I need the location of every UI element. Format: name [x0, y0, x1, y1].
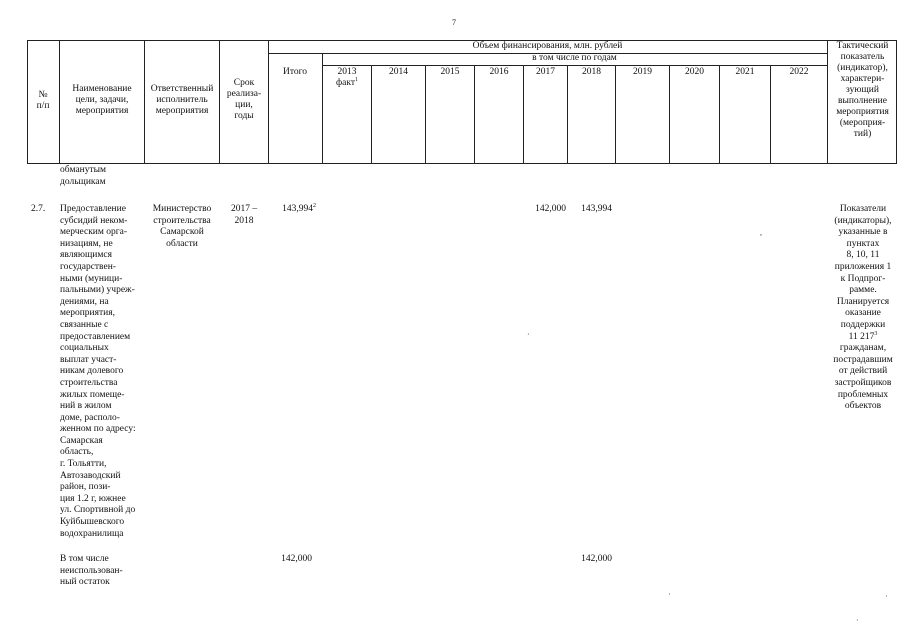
header-year-2020: 2020 — [685, 67, 704, 77]
footnote-1: 1 — [355, 76, 358, 83]
header-year-2019: 2019 — [633, 67, 652, 77]
divider — [425, 66, 426, 164]
footnote-3: 3 — [874, 330, 878, 337]
divider — [371, 66, 372, 164]
scan-mark: · — [527, 330, 530, 339]
scan-mark: · — [885, 592, 888, 601]
divider — [669, 66, 670, 164]
header-year-2018: 2018 — [582, 67, 601, 77]
header-total: Итого — [282, 67, 308, 77]
header-by-years: в том числе по годам — [532, 53, 617, 63]
divider — [322, 65, 827, 66]
header-year-2022: 2022 — [789, 67, 809, 77]
header-responsible: Ответственный исполнитель мероприятия — [150, 84, 214, 116]
table-header — [27, 40, 897, 164]
divider — [770, 66, 771, 164]
row-27-num: 2.7. — [31, 204, 46, 214]
row-27-name: Предоставление субсидий неком- мерческим орга- низациям, не являющимся государствен- ными (муници- пальными) учреж- дениями, на мероприятия, связанные с предоставлением социальных выплат участ- никам долевого строительства жилых помеще- ний в жилом доме, располо- женном по адресу: Самарская область, г. Тольятти, Автозаводский район, пози- ция 1.2 г, южнее ул. Спортивной до Куйбышевского водохранилища — [60, 204, 136, 539]
continuation-text: обманутым дольщикам — [60, 165, 107, 187]
scan-mark: · — [668, 590, 671, 599]
header-year-2016: 2016 — [489, 67, 509, 77]
header-year-2021: 2021 — [735, 67, 755, 77]
row-27-indicator-pre: Показатели (индикаторы), указанные в пунктах 8, 10, 11 приложения 1 к Подпрог- рамме. Планируется оказание поддержки 11 217 — [834, 204, 892, 342]
header-indicator: Тактический показатель (индикатор), характери- зующий выполнение мероприятия (мероприя- тий) — [836, 41, 889, 139]
scan-mark: , — [760, 228, 762, 237]
row-27-indicator-post: гражданам, пострадавшим от действий застройщиков проблемных объектов — [833, 343, 893, 412]
footnote-2: 2 — [313, 202, 316, 209]
header-name: Наименование цели, задачи, мероприятия — [72, 84, 132, 116]
divider — [474, 66, 475, 164]
header-year-2015: 2015 — [440, 67, 460, 77]
row-27-indicator — [827, 204, 899, 413]
row-sub-total: 142,000 — [281, 554, 312, 564]
row-sub-name: В том числе неиспользован- ный остаток — [60, 554, 123, 588]
header-funding-title: Объем финансирования, млн. рублей — [472, 41, 623, 51]
divider — [615, 66, 616, 164]
year-2013-label: 2013 факт — [335, 67, 357, 88]
row-27-2017: 142,000 — [535, 204, 566, 214]
header-year-2013 — [323, 67, 371, 89]
page-number: 7 — [452, 18, 456, 27]
row-sub-2018: 142,000 — [581, 554, 612, 564]
divider — [523, 66, 524, 164]
row-27-total-value: 143,994 — [282, 204, 313, 214]
divider — [268, 40, 269, 164]
divider — [719, 66, 720, 164]
row-27-total — [268, 204, 316, 216]
header-year-2017: 2017 — [536, 67, 555, 77]
header-term: Срок реализа- ции, годы — [226, 78, 262, 121]
header-num: № п/п — [36, 90, 50, 111]
row-27-2018: 143,994 — [581, 204, 612, 214]
row-27-term: 2017 – 2018 — [230, 204, 258, 226]
header-year-2014: 2014 — [389, 67, 408, 77]
scan-mark: · — [856, 616, 859, 625]
row-27-responsible: Министерство строительства Самарской области — [152, 204, 212, 249]
divider — [567, 66, 568, 164]
